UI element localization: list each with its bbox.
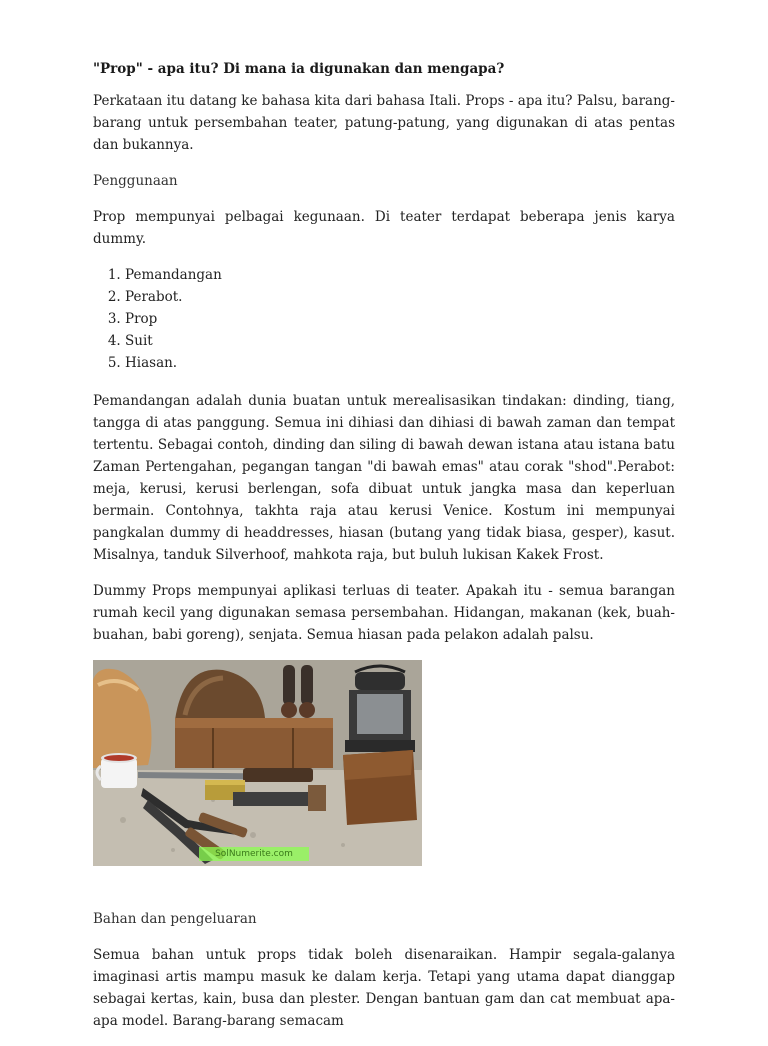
list-item: 5. Hiasan. xyxy=(125,352,675,374)
list-item: 4. Suit xyxy=(125,330,675,352)
document-title: "Prop" - apa itu? Di mana ia digunakan dan mengapa? xyxy=(93,61,505,77)
list-item: 3. Prop xyxy=(125,308,675,330)
scenery-paragraph: Pemandangan adalah dunia buatan untuk merealisasikan tindakan: dinding, tiang, tangga di atas panggung. Semua ini dihiasi dan dihiasi di bawah zaman dan tempat tertentu. Sebagai contoh, dinding dan siling di bawah dewan istana atau istana batu Zaman Pertengahan, pegangan tangan "di bawah emas" atau corak "shod".Perabot: meja, kerusi, kerusi berlengan, sofa dibuat untuk jangka masa dan keperluan bermain. Contohnya, takhta raja atau kerusi Venice. Kostum ini mempunyai pangkalan dummy di headdresses, hiasan (butang yang tidak biasa, gesper), kasut. Misalnya, tanduk Silverhoof, mahkota raja, but buluh lukisan Kakek Frost. xyxy=(93,393,675,563)
dummy-props-paragraph: Dummy Props mempunyai aplikasi terluas di teater. Apakah itu - semua barangan rumah kecil yang digunakan semasa persembahan. Hidangan, makanan (kek, buah-buahan, babi goreng), senjata. Semua hiasan pada pelakon adalah palsu. xyxy=(93,583,675,643)
materials-heading: Bahan dan pengeluaran xyxy=(93,911,257,927)
list-item: 2. Perabot. xyxy=(125,286,675,308)
props-type-list xyxy=(93,264,675,374)
list-item: 1. Pemandangan xyxy=(125,264,675,286)
document-page xyxy=(93,58,675,1046)
materials-paragraph: Semua bahan untuk props tidak boleh disenaraikan. Hampir segala-galanya imaginasi artis mampu masuk ke dalam kerja. Tetapi yang utama dapat dianggap sebagai kertas, kain, busa dan plester. Dengan bantuan gam dan cat membuat apa-apa model. Barang-barang semacam xyxy=(93,947,675,1029)
usage-heading: Penggunaan xyxy=(93,173,178,189)
photo-watermark: SolNumerite.com xyxy=(199,847,309,861)
props-photo xyxy=(93,660,422,866)
usage-paragraph: Prop mempunyai pelbagai kegunaan. Di teater terdapat beberapa jenis karya dummy. xyxy=(93,209,675,247)
intro-paragraph: Perkataan itu datang ke bahasa kita dari bahasa Itali. Props - apa itu? Palsu, barang-barang untuk persembahan teater, patung-patung, yang digunakan di atas pentas dan bukannya. xyxy=(93,93,675,153)
